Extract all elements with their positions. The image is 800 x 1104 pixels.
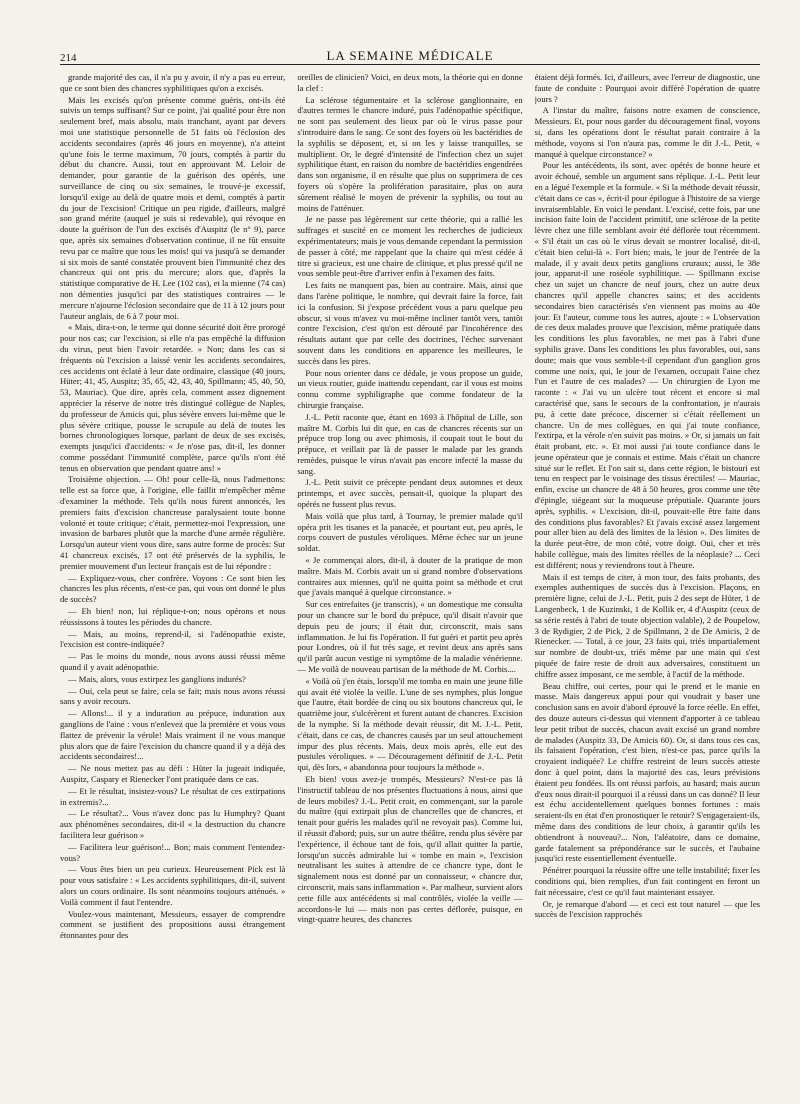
column-left — [60, 72, 285, 1084]
paragraph: Voulez-vous maintenant, Messieurs, essayer de comprendre comment se justifient des propositions aussi étrangement étonnantes pour des — [60, 908, 286, 941]
paragraph: Je ne passe pas légèrement sur cette théorie, qui a rallié les suffrages et suscité en ce moment les recherches de judicieux expérimentateurs; mais je vous demande cependant la permission de passer à côté, me rappelant que la chaire qui m'est cédée à titre si gracieux, est une chaire de clinique, et plus pressé qu'il ne vous semble peut-être d'arriver enfin à l'examen des faits. — [297, 214, 523, 279]
paragraph: « Mais, dira-t-on, le terme qui donne sécurité doit être prorogé pour nos cas; car l'excision, si elle n'a pas empêché la diffusion du virus, peut bien l'avoir retardée. » Non; dans les cas si fréquents où l'excision a laissé venir les accidents secondaires, ces accidents ont éclaté à leur date ordinaire, classique (40 jours, Hüter; 41, 45, Auspitz; 35, 65, 42, 43, 40, Spillmann; 45, 40, 50, 53, Mauriac). Que dire, après cela, comment assez dignement apprécier la réserve de notre très distingué collègue de Naples, du professeur de Amicis qui, plus sévère envers lui-même que le plus sévère critique, pousse le scrupule au delà de toutes les bornes chronologiques lorsque, parlant de deux de ses excisés, exempts jusqu'ici d'accidents: « Je n'ose pas, dit-il, les donner comme possédant l'immunité complète, parce qu'ils n'ont été tenus en observation que pendant quatre ans! » — [60, 322, 286, 473]
paragraph: Pour nous orienter dans ce dédale, je vous propose un guide, un vieux routier, guide inattendu cependant, car il vous est moins connu comme syphiligraphe que comme fondateur de la chirurgie française. — [297, 367, 523, 410]
text-columns — [60, 72, 760, 1084]
paragraph: — Oui, cela peut se faire, cela se fait; mais nous avons réussi sans y avoir recours. — [60, 685, 286, 707]
paragraph: — Allons!... il y a induration au prépuce, induration aux ganglions de l'aine : vous n'enlevez que la première et vous vous flattez de prévenir la vérole! Mais vraiment il ne vous manque plus alors que de faire l'excision du chancre quand il y a déjà des accidents secondaires!... — [60, 708, 286, 762]
paragraph: Mais les excisés qu'on présente comme guéris, ont-ils été suivis un temps suffisant? Sur ce point, j'ai qualité pour être non seulement bref, mais absolu, mais tranchant, ayant par devers moi une statistique personnelle de 51 faits où l'éclosion des accidents secondaires (après 46 jours en moyenne), n'a atteint qu'une fois le terme maximum, 70 jours, comptés à partir du début du chancre. Aussi, tout en approuvant M. Leloir de demander, pour garantie de la guérison des opérés, une surveillance de cinq ou six semaines, le trouvé-je excessif, lorsqu'il exige au delà de quatre mois et demi, comptés à partir du jour de l'excision! Critique un peu rigide, d'ailleurs, malgré son grand mérite (auquel je suis si redevable), qui révoque en doute la guérison de l'un des excisés d'Auspitz (le n° 9), parce que, après six semaines d'observation continue, il ne fût ensuite revu par ce maître que tous les mois! qui va jusqu'à se demander si six mois de santé constatée prouvent bien l'immunité chez des chancreux qui ont pris du mercure; alors que, d'après la statistique comparative de H. Lee (102 cas), et la mienne (74 cas) non démenties jusqu'ici par des statistiques contraires — le mercure n'ajourne l'éclosion secondaire que de 11 à 12 jours pour l'auteur anglais, de 6 à 7 pour moi. — [60, 94, 286, 321]
paragraph: — Mais, alors, vous extirpez les ganglions indurés? — [68, 673, 246, 684]
paragraph: Les faits ne manquent pas, bien au contraire. Mais, ainsi que dans l'arène politique, le nombre, qui devrait faire la force, fait ici la confusion. Si j'expose précédent vous a paru quelque peu obscur, si vous m'avez vu moi-même incliner tantôt vers, tantôt contre l'excision, c'est qu'on est dérouté par l'incohérence des résultats autant que par celle des doctrines, l'échec survenant souvent dans les conditions en apparence les meilleures, le succès dans les pires. — [297, 280, 523, 366]
paragraph: oreilles de clinicien? Voici, en deux mots, la théorie qui en donne la clef : — [297, 72, 523, 93]
paragraph: Sur ces entrefaites (je transcris), « un domestique me consulta pour un chancre sur le bord du prépuce, qu'il disait n'avoir que depuis peu de jours; il était dur, circonscrit, mais sans inflammation. Je lui fis l'opération. Il fut guéri et partit peu après pour Londres, où il fut très sage, et revint deux ans après sans qu'il parût aucun vestige ni symptôme de la maladie vénérienne. — Me voilà de nouveau partisan de la méthode de M. Corbis.... — [297, 599, 523, 675]
paragraph: étaient déjà formés. Ici, d'ailleurs, avec l'erreur de diagnostic, une faute de conduite : Pourquoi avoir différé l'opération de quatre jours ? — [534, 72, 760, 104]
paragraph: Pénétrer pourquoi la réussite offre une telle instabilité; fixer les conditions qui, bien remplies, d'un fait contingent en feront un fait nécessaire, c'est ce qu'il faut maintenant essayer. — [534, 865, 760, 897]
paragraph: Mais il est temps de citer, à mon tour, des faits probants, des exemples authentiques de succès dus à l'excision. Plaçons, en première ligne, celui de J.-L. Petit, puis 2 des sept de Hüter, 1 de Langenbeck, 1 de Kuzinski, 1 de Kollik er, 4 d'Auspitz (ceux de sa série restés à l'abri de toute objection valable), 2 de Poupelow, 3 de Rydigier, 2 de Pick, 2 de Spillmann, 2 de De Amicis, 2 de Rienecker. — Total, à ce jour, 23 faits qui, triés impartialement sur nombre de doubt-ux, triés même par une main qui s'est piquée de faire reste de droit aux adversaires, constituent un chiffre assez imposant, ce me semble, à l'actif de la méthode. — [534, 571, 760, 679]
paragraph: — Expliquez-vous, cher confrère. Voyons : Ce sont bien les chancres les plus récents, n'est-ce pas, qui vous ont donné le plus de succès? — [60, 572, 286, 605]
paragraph: — Eh bien! non, lui réplique-t-on; nous opérons et nous réussissons à toutes les périodes du chancre. — [60, 606, 286, 627]
paragraph: La sclérose tégumentaire et la sclérose ganglionnaire, en d'autres termes le chancre induré, puis l'adénopathie spécifique, ne sont pas seulement des lieux par où le virus passe pour s'introduire dans le sang. Ce sont des foyers où les bactéridies de la syphilis se déposent, et, si on les y laisse tranquilles, se multiplient. Or, le degré d'intensité de l'infection chez un sujet syphilitique étant, en raison du nombre de bactéridies engendrées dans son organisme, il en résulte que plus on supprimera de ces foyers où s'opère la prolifération parasitaire, plus on aura sûrement réalisé le moyen de prévenir la syphilis, ou tout au moins de l'atténuer. — [297, 94, 523, 213]
paragraph: Or, je remarque d'abord — et ceci est tout naturel — que les succès de l'excision rapprochés — [534, 898, 760, 920]
column-middle — [297, 72, 522, 1084]
paragraph: grande majorité des cas, il n'a pu y avoir, il n'y a pas eu erreur, que ce sont bien des chancres syphilitiques qu'on a excisés. — [60, 72, 286, 93]
paragraph: — Facilitera leur guérison!... Bon; mais comment l'entendez-vous? — [60, 841, 286, 863]
paragraph: Eh bien! vous avez-je trompés, Messieurs? N'est-ce pas là l'instructif tableau de nos présentes fluctuations à nous, ainsi que de leurs mobiles? J.-L. Petit croit, en commençant, sur la parole du maître (qui extirpait plus de chancrelles que de chancres, et tenait pour guéris les malades qu'il ne revoyait pas). Comme lui, il réussit d'abord; puis, sur un autre théâtre, rendu plus sévère par l'expérience, il échoue tant de fois, qu'il allait quitter la partie, lorsqu'un succès admirable lui « tombe en main », l'excision neutralisant les suites à attendre de ce chancre type, dont le signalement nous est donné par un connaisseur, « chancre dur, circonscrit, mais sans inflammation ». Par malheur, survient alors cette fille aux antécédents si mal contrôlés, violée la veille — accordons-le lui — mais non pas certes déflorée, puisque, en vingt-quatre heures, des chancres — [297, 774, 523, 925]
paragraph: « Je commençai alors, dit-il, à douter de la pratique de mon maître. Mais M. Corbis avait un si grand nombre d'observations contraires aux miennes, qu'il ne quitta point sa méthode et crut que j'avais manqué à quelque circonstance. » — [297, 555, 523, 598]
paragraph: — Et le résultat, insistez-vous? Le résultat de ces extirpations in extremis?... — [60, 785, 286, 807]
paragraph: Troisième objection. — Oh! pour celle-là, nous l'admettons: telle est sa force que, à l'origine, elle faillit m'empêcher même d'examiner la méthode. Tels qu'ils nous furent annoncés, les premiers faits d'excision chancreuse paralysaient toute bonne volonté et toute critique; c'était, permettez-moi l'expression, une invasion de barbares plutôt que la marche d'une armée régulière. Lorsqu'un auteur vient vous dire, sans autre forme de procès: Sur 41 chancreux excisés, 17 ont été préservés de la syphilis, le premier mouvement d'un lecteur français est de lui répondre : — [60, 474, 286, 571]
column-right — [535, 72, 760, 1084]
paragraph: — Ne nous mettez pas au défi : Hüter la jugeait indiquée, Auspitz, Caspary et Rienecker l'ont pratiquée dans ce cas. — [60, 763, 286, 784]
paragraph: Mais voilà que plus tard, à Tournay, le premier malade qu'il opéra prit les tisanes et la panacée, et pourtant eut, peu après, le corps couvert de pustules véroliques. Même échec sur un jeune soldat. — [297, 510, 523, 554]
paragraph: Pour les antécédents, ils sont, avec opérés de bonne heure et avoir échoué, semble un argument sans réplique. J.-L. Petit leur en a légué l'exemple et la formule. « Si la méthode devait réussir, c'était dans ce cas », écrit-il pour épilogue à l'histoire de sa vierge invraisemblable. En voici le pendant. L'excisé, cette fois, par une incision faite loin de l'accident primitif, une sclérose de la petite lèvre chez une fille semblant avoir été déflorée tout récemment. « S'il était un cas où le virus devait se montrer localisé, dit-il, c'était bien celui-là ». Fort bien; mais, le jour de l'entrée de la malade, il y avait deux petits ganglions cruraux; aussi, le 38e jour, apparut-il une roséole syphilitique. — Spillmann excise chez un sujet un chancre de neuf jours, chez un autre deux chancres qu'il appelle chancres sains; et des accidents secondaires bien caractérisés s'en viennent pas moins au 40e jour. Et l'auteur, comme tous les autres, ajoute : « L'observation de ces deux malades prouve que l'excision, même pratiquée dans les conditions les plus favorables, ne met pas à l'abri d'une syphilis grave. Dans les conditions les plus favorables, oui, sans doute; mais que vous semble-t-il cependant d'un ganglion gros comme une noix, qui, le jour de l'examen, occupait l'aine chez l'un et l'autre de ces malades? — Un chirurgien de Lyon me raconte : « J'ai vu un ulcère tout récent et encore si mal caractérisé que, sans le secours de la confrontation, je n'aurais pu, à cette date précoce, discerner si c'était réellement un chancre. Un de mes collègues, en qui j'ai toute confiance, l'extirpa, et la vérole n'en suivit pas moins. » Or, si jamais un fait était probant, etc. ». Et moi aussi j'ai toute confiance dans le jeune opérateur que je connais et estime. Mais c'était un chancre situé sur le reflet. Et l'on sait si, dans cette région, le bistouri est tenu en respect par le voisinage des tissus érectiles! — Mauriac, enfin, excise un chancre de 48 à 50 heures, gros comme une tête d'épingle, siégeant sur la muqueuse préputiale. Quarante jours après, syphilis. « L'excision, dit-il, pouvait-elle être faite dans des conditions plus favorables? Et j'avais excisé assez largement pour aller bien au delà des limites de la lésion ». Des limites de la durée peut-être, de mon côté, votre doigt. Oui, cher et très habile collègue, mais des limites réelles de la néoplasie? ... Ceci est différent; nous y reviendrons tout à l'heure. — [534, 160, 760, 570]
paragraph: — Le résultat?... Vous n'avez donc pas lu Humphry? Quant aux phénomènes secondaires, dit-il « la destruction du chancre facilitera leur guérison » — [60, 808, 286, 840]
journal-title: LA SEMAINE MÉDICALE — [326, 48, 494, 63]
paragraph: — Mais, au moins, reprend-il, si l'adénopathie existe, l'excision est contre-indiquée? — [60, 628, 286, 650]
page-number: 214 — [60, 52, 77, 64]
paragraph: J.-L. Petit raconte que, étant en 1693 à l'hôpital de Lille, son maître M. Corbis lui dit que, en cas de chancres récents sur un prépuce trop long ou avec phimosis, il coupait tout le bout du prépuce, et veillait par là de passer le malade par les grands remèdes, puisque le virus n'avait pas encore infecté la masse du sang. — [297, 411, 523, 476]
paragraph: « Voilà où j'en étais, lorsqu'il me tomba en main une jeune fille qui avait été violée la veille. L'une de ses nymphes, plus longue que l'autre, était bordée de cinq ou six boutons chancreux qui, le quatrième jour, s'ulcérèrent et furent autant de chancres. Excision de la nymphe. Si la méthode devait réussir, dit M. J.-L. Petit, c'était, dans ce cas, de chancres causés par un seul attouchement impur des plus récents. Mais, deux mois après, elle eut des pustules véroliques. » — Découragement définitif de J.-L. Petit qui, dès lors, « abandonna pour toujours la méthode ». — [297, 675, 523, 773]
paragraph: A l'instar du maître, faisons notre examen de conscience, Messieurs. Et, pour nous garder du découragement final, voyons si, dans les opérations dont le résultat parait contraire à la méthode, voyons si l'on n'aura pas, comme le dit J.-L. Petit, « manqué à quelque circonstance? » — [534, 105, 760, 159]
paragraph: — Pas le moins du monde, nous avons aussi réussi même quand il y avait adénopathie. — [60, 651, 286, 673]
page-header — [60, 42, 760, 65]
paragraph: J.-L. Petit suivit ce précepte pendant deux automnes et deux printemps, et avec succès, pensait-il, quoique la plupart des opérés ne fussent plus revus. — [297, 477, 523, 510]
paragraph: — Vous êtes bien un peu curieux. Heureusement Pick est là pour vous satisfaire : « Les accidents syphilitiques, dit-il, suivent alors un cours ordinaire. Ils sont néanmoins toujours atténués. » Voilà comment il faut l'entendre. — [60, 864, 286, 907]
paragraph: Beau chiffre, oui certes, pour qui le prend et le manie en masse. Mais dangereux appui pour qui voudrait y baser une conclusion sans en avoir d'abord éprouvé la force réelle. En effet, des douze auteurs ci-dessus qui viennent d'apporter à ce tableau leur petit tribut de succès, chacun avait excisé un grand nombre de malades (Auspitz 33, De Amicis 60). Or, si dans tous ces cas, ils faisaient l'opération, c'est bien, n'est-ce pas, parce qu'ils la croyaient indiquée? Le chiffre restreint de leurs succès atteste donc à quel point, dans la majorité des cas, leurs prévisions étaient peu fondées. Ils ont réussi parfois, au hasard; mais aucun d'eux nous dirait-il pourquoi il a réussi dans un cas donné? Il leur est échu accidentellement quelques bonnes fortunes : mais seraient-ils en état d'en pronostiquer le retour? S'engageraient-ils, même dans des conditions de leur choix, à garantir qu'ils les obtiendront à nouveau?... Non, l'aléatoire, dans ce domaine, garde fatalement sa prépondérance sur le succès, et l'aubaine jusqu'ici reste essentiellement éventuelle. — [534, 680, 760, 864]
